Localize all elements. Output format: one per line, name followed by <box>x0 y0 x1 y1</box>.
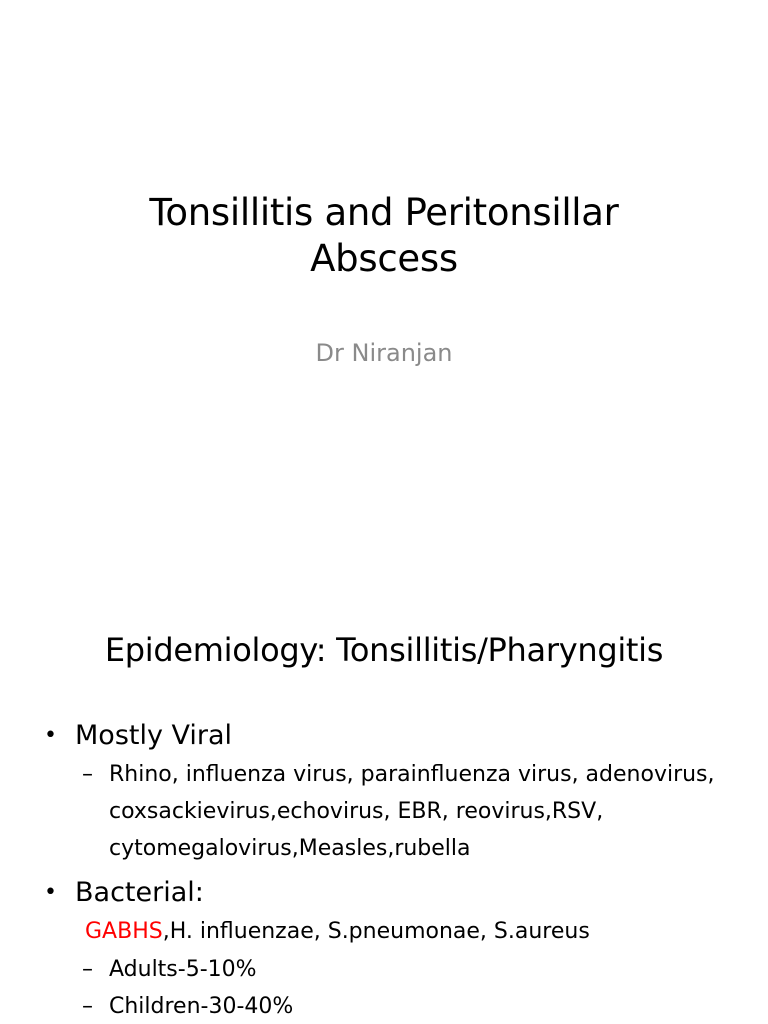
sub-bullet-text: Adults-5-10% <box>109 957 257 982</box>
sub-bullet-text: Children-30-40% <box>109 994 294 1019</box>
slide-title-line-1: Tonsillitis and Peritonsillar <box>149 191 619 234</box>
slide-subtitle-author: Dr Niranjan <box>315 339 453 367</box>
sub-bullet-adults <box>0 951 768 988</box>
slide-title <box>0 190 768 282</box>
slide-title-line-2: Abscess <box>310 237 458 280</box>
bullet-bacterial <box>0 873 768 913</box>
bacterial-organisms-line <box>0 913 768 951</box>
sub-bullet-viral-list <box>0 756 768 867</box>
gabhs-highlight: GABHS <box>85 919 163 944</box>
bullet-label: Mostly Viral <box>75 720 233 751</box>
epidemiology-title: Epidemiology: Tonsillitis/Pharyngitis <box>104 631 664 669</box>
sub-bullet-dash: – <box>82 957 93 982</box>
bullet-list <box>0 716 768 1024</box>
sub-bullet-dash: – <box>82 762 93 787</box>
bacterial-organisms-text: ,H. influenzae, S.pneumonae, S.aureus <box>162 919 590 944</box>
bullet-label: Bacterial: <box>75 877 204 908</box>
bullet-mostly-viral <box>0 716 768 756</box>
sub-bullet-children <box>0 988 768 1024</box>
sub-bullet-dash: – <box>82 994 93 1019</box>
bullet-dot: • <box>44 880 57 905</box>
bullet-dot: • <box>44 723 57 748</box>
epidemiology-slide <box>0 576 768 1024</box>
sub-bullet-text: Rhino, influenza virus, parainfluenza virus, adenovirus, coxsackievirus,echovirus, EBR, reovirus,RSV, cytomegalovirus,Measles,rubella <box>109 762 715 861</box>
